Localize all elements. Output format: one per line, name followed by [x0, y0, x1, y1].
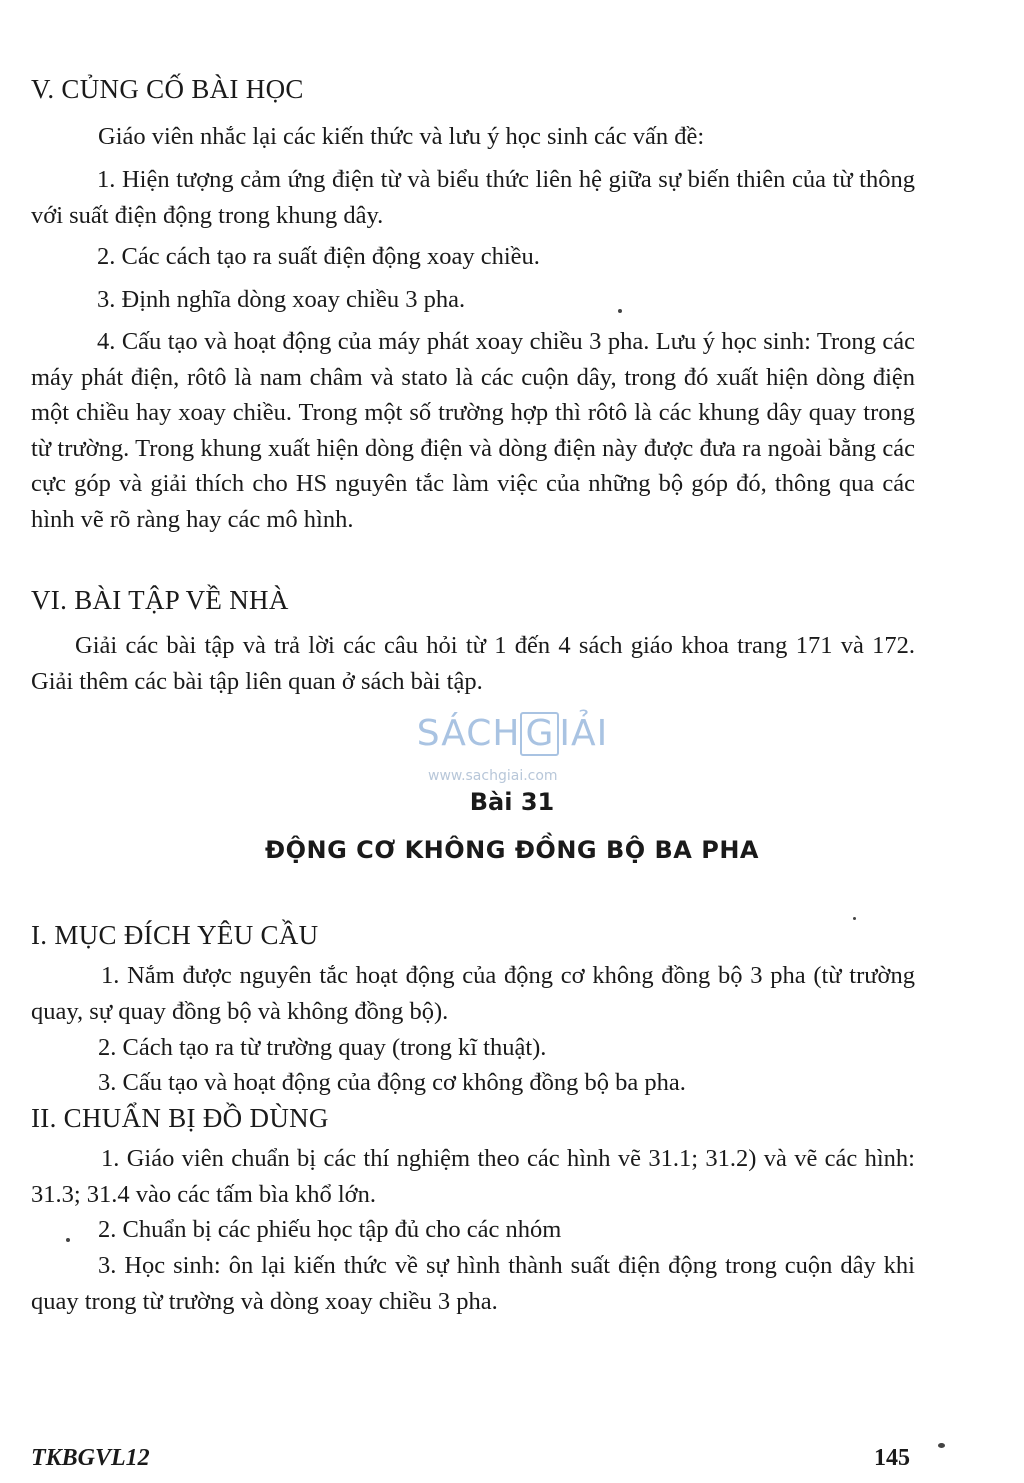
scan-speck [938, 1443, 945, 1448]
paragraph: 2. Cách tạo ra từ trường quay (trong kĩ thuật). [98, 1034, 547, 1061]
scan-speck [66, 1238, 70, 1242]
paragraph: 3. Cấu tạo và hoạt động của động cơ không đồng bộ ba pha. [98, 1069, 686, 1096]
scan-speck [853, 917, 856, 920]
scan-speck [618, 309, 622, 313]
section-heading-cung-co: V. CỦNG CỐ BÀI HỌC [31, 74, 304, 104]
paragraph: 2. Các cách tạo ra suất điện động xoay chiều. [97, 243, 540, 270]
paragraph: Giáo viên nhắc lại các kiến thức và lưu ý học sinh các vấn đề: [98, 123, 705, 150]
section-heading-muc-dich: I. MỤC ĐÍCH YÊU CẦU [31, 920, 319, 950]
watermark-g-box: G [520, 712, 559, 756]
paragraph: 3. Học sinh: ôn lại kiến thức về sự hình thành suất điện động trong cuộn dây khi quay trong từ trường và dòng xoay chiều 3 pha. [31, 1252, 915, 1315]
section-heading-chuan-bi: II. CHUẨN BỊ ĐỒ DÙNG [31, 1103, 329, 1133]
paragraph: 4. Cấu tạo và hoạt động của máy phát xoay chiều 3 pha. Lưu ý học sinh: Trong các máy phát điện, rôtô là nam châm và stato là các cuộn dây, trong đó xuất hiện dòng điện một chiều hay xoay chiều. Trong một số trường hợp thì rôtô là các khung dây quay trong từ trường. Trong khung xuất hiện dòng điện và dòng điện này được đưa ra ngoài bằng các cực góp và giải thích cho HS nguyên tắc làm việc của những bộ góp đó, thông qua các hình vẽ rõ ràng hay các mô hình. [31, 328, 915, 533]
section-heading-bai-tap: VI. BÀI TẬP VỀ NHÀ [31, 585, 289, 615]
watermark-logo-text: SÁCH G IẢI [416, 713, 609, 754]
lesson-number: Bài 31 [469, 788, 555, 816]
paragraph: Giải các bài tập và trả lời các câu hỏi từ 1 đến 4 sách giáo khoa trang 171 và 172. Giải thêm các bài tập liên quan ở sách bài tập. [31, 632, 915, 695]
watermark-logo [410, 712, 615, 756]
paragraph: 2. Chuẩn bị các phiếu học tập đủ cho các nhóm [98, 1216, 562, 1243]
paragraph: 1. Giáo viên chuẩn bị các thí nghiệm theo các hình vẽ 31.1; 31.2) và vẽ các hình: 31.3; 31.4 vào các tấm bìa khổ lớn. [31, 1145, 915, 1208]
page-number: 145 [874, 1445, 910, 1471]
footer-book-code: TKBGVL12 [31, 1445, 150, 1471]
watermark-url: www.sachgiai.com [428, 768, 558, 784]
paragraph: 1. Nắm được nguyên tắc hoạt động của động cơ không đồng bộ 3 pha (từ trường quay, sự quay đồng bộ và không đồng bộ). [31, 962, 915, 1025]
paragraph: 1. Hiện tượng cảm ứng điện từ và biểu thức liên hệ giữa sự biến thiên của từ thông với suất điện động trong khung dây. [31, 166, 915, 229]
lesson-title: ĐỘNG CƠ KHÔNG ĐỒNG BỘ BA PHA [265, 836, 759, 864]
paragraph: 3. Định nghĩa dòng xoay chiều 3 pha. [97, 286, 466, 313]
